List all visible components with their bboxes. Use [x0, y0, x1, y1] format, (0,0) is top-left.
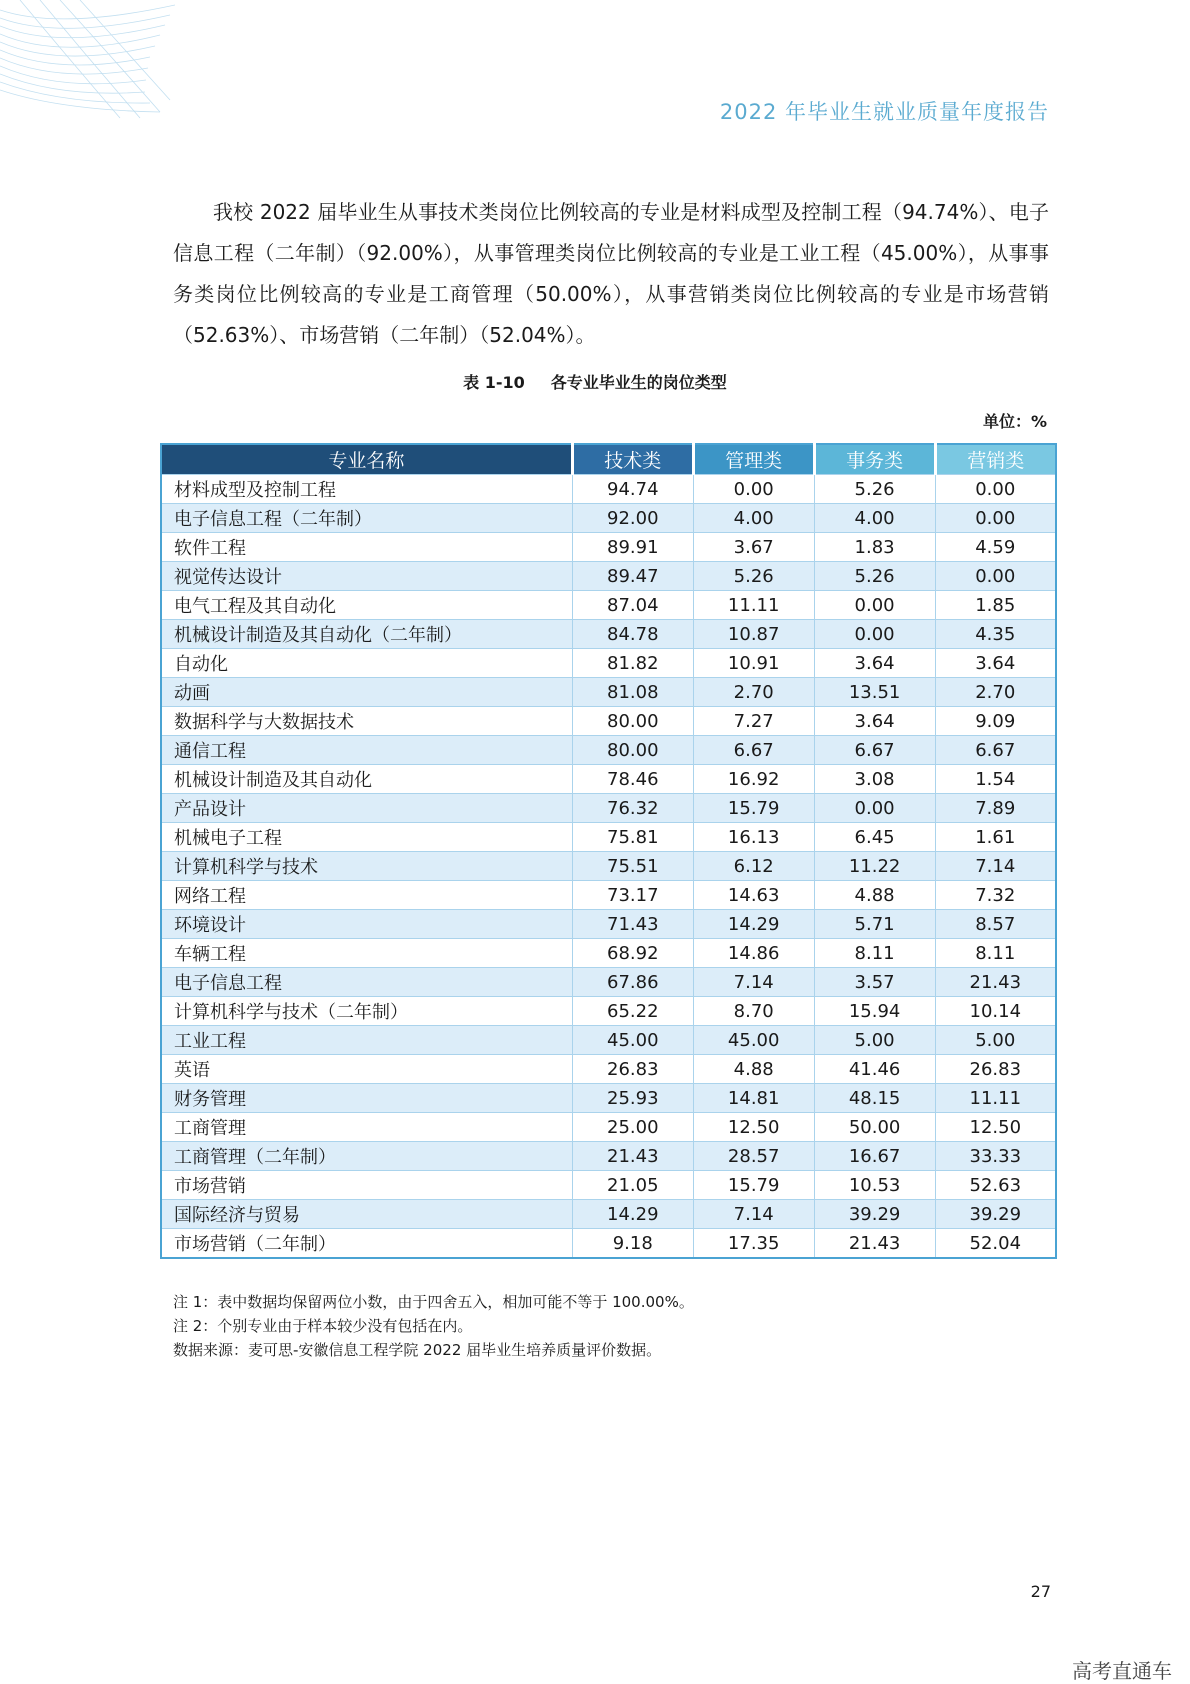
- cell-marketing: 0.00: [935, 562, 1056, 591]
- header-marketing: 营销类: [935, 444, 1056, 475]
- cell-clerical: 3.64: [814, 707, 935, 736]
- cell-marketing: 4.59: [935, 533, 1056, 562]
- cell-technical: 9.18: [572, 1229, 693, 1259]
- cell-management: 7.14: [693, 968, 814, 997]
- cell-technical: 25.93: [572, 1084, 693, 1113]
- cell-management: 10.87: [693, 620, 814, 649]
- corner-wave-decoration: [0, 0, 175, 120]
- cell-clerical: 4.88: [814, 881, 935, 910]
- table-row: [161, 997, 1056, 1026]
- report-header-title: 2022 年毕业生就业质量年度报告: [719, 100, 1049, 124]
- cell-major-name: 产品设计: [161, 794, 572, 823]
- table-body: [161, 475, 1056, 1259]
- cell-marketing: 1.61: [935, 823, 1056, 852]
- cell-technical: 89.47: [572, 562, 693, 591]
- cell-management: 28.57: [693, 1142, 814, 1171]
- table-caption: [0, 370, 1190, 393]
- cell-technical: 81.82: [572, 649, 693, 678]
- cell-clerical: 13.51: [814, 678, 935, 707]
- cell-technical: 80.00: [572, 707, 693, 736]
- cell-clerical: 3.08: [814, 765, 935, 794]
- cell-technical: 76.32: [572, 794, 693, 823]
- note-1: 注 1：表中数据均保留两位小数，由于四舍五入，相加可能不等于 100.00%。: [173, 1293, 694, 1311]
- cell-major-name: 工业工程: [161, 1026, 572, 1055]
- cell-marketing: 10.14: [935, 997, 1056, 1026]
- cell-clerical: 8.11: [814, 939, 935, 968]
- cell-marketing: 4.35: [935, 620, 1056, 649]
- cell-major-name: 计算机科学与技术（二年制）: [161, 997, 572, 1026]
- cell-major-name: 环境设计: [161, 910, 572, 939]
- cell-management: 14.81: [693, 1084, 814, 1113]
- cell-technical: 94.74: [572, 475, 693, 504]
- cell-marketing: 7.89: [935, 794, 1056, 823]
- cell-management: 11.11: [693, 591, 814, 620]
- cell-management: 12.50: [693, 1113, 814, 1142]
- cell-technical: 81.08: [572, 678, 693, 707]
- note-2: 注 2：个别专业由于样本较少没有包括在内。: [173, 1317, 473, 1335]
- cell-major-name: 车辆工程: [161, 939, 572, 968]
- cell-major-name: 市场营销（二年制）: [161, 1229, 572, 1259]
- cell-technical: 14.29: [572, 1200, 693, 1229]
- job-type-table: [160, 443, 1057, 1259]
- cell-management: 15.79: [693, 1171, 814, 1200]
- table-row: [161, 881, 1056, 910]
- table-row: [161, 794, 1056, 823]
- cell-technical: 75.51: [572, 852, 693, 881]
- cell-major-name: 市场营销: [161, 1171, 572, 1200]
- cell-major-name: 动画: [161, 678, 572, 707]
- cell-major-name: 数据科学与大数据技术: [161, 707, 572, 736]
- cell-management: 17.35: [693, 1229, 814, 1259]
- cell-technical: 26.83: [572, 1055, 693, 1084]
- cell-marketing: 21.43: [935, 968, 1056, 997]
- cell-marketing: 7.32: [935, 881, 1056, 910]
- cell-management: 16.13: [693, 823, 814, 852]
- cell-marketing: 9.09: [935, 707, 1056, 736]
- cell-technical: 84.78: [572, 620, 693, 649]
- cell-major-name: 电气工程及其自动化: [161, 591, 572, 620]
- cell-clerical: 15.94: [814, 997, 935, 1026]
- cell-clerical: 41.46: [814, 1055, 935, 1084]
- cell-major-name: 财务管理: [161, 1084, 572, 1113]
- cell-marketing: 39.29: [935, 1200, 1056, 1229]
- cell-clerical: 6.45: [814, 823, 935, 852]
- summary-paragraph: 我校 2022 届毕业生从事技术类岗位比例较高的专业是材料成型及控制工程（94.74%）、电子信息工程（二年制）（92.00%），从事管理类岗位比例较高的专业是工业工程（45.00%），从事事务类岗位比例较高的专业是工商管理（50.00%），从事营销类岗位比例较高的专业是市场营销（52.63%）、市场营销（二年制）（52.04%）。: [173, 200, 1049, 347]
- table-row: [161, 620, 1056, 649]
- table-row: [161, 939, 1056, 968]
- cell-technical: 75.81: [572, 823, 693, 852]
- cell-major-name: 自动化: [161, 649, 572, 678]
- cell-management: 4.00: [693, 504, 814, 533]
- table-number: 表 1-10: [463, 373, 525, 392]
- cell-management: 0.00: [693, 475, 814, 504]
- cell-management: 3.67: [693, 533, 814, 562]
- cell-clerical: 4.00: [814, 504, 935, 533]
- cell-management: 14.86: [693, 939, 814, 968]
- cell-technical: 78.46: [572, 765, 693, 794]
- cell-marketing: 0.00: [935, 504, 1056, 533]
- cell-major-name: 电子信息工程: [161, 968, 572, 997]
- cell-marketing: 2.70: [935, 678, 1056, 707]
- table-row: [161, 1200, 1056, 1229]
- table-row: [161, 678, 1056, 707]
- cell-technical: 89.91: [572, 533, 693, 562]
- cell-marketing: 52.04: [935, 1229, 1056, 1259]
- cell-clerical: 5.26: [814, 562, 935, 591]
- cell-clerical: 0.00: [814, 591, 935, 620]
- cell-clerical: 6.67: [814, 736, 935, 765]
- cell-major-name: 计算机科学与技术: [161, 852, 572, 881]
- cell-technical: 92.00: [572, 504, 693, 533]
- cell-marketing: 33.33: [935, 1142, 1056, 1171]
- cell-technical: 45.00: [572, 1026, 693, 1055]
- cell-marketing: 8.57: [935, 910, 1056, 939]
- cell-clerical: 50.00: [814, 1113, 935, 1142]
- table-row: [161, 707, 1056, 736]
- cell-management: 14.63: [693, 881, 814, 910]
- table-row: [161, 649, 1056, 678]
- table-row: [161, 823, 1056, 852]
- table-row: [161, 562, 1056, 591]
- table-row: [161, 1142, 1056, 1171]
- watermark-text: 高考直通车: [1072, 1659, 1172, 1683]
- cell-clerical: 21.43: [814, 1229, 935, 1259]
- cell-major-name: 国际经济与贸易: [161, 1200, 572, 1229]
- table-row: [161, 968, 1056, 997]
- cell-management: 16.92: [693, 765, 814, 794]
- table-row: [161, 1026, 1056, 1055]
- cell-technical: 71.43: [572, 910, 693, 939]
- cell-major-name: 通信工程: [161, 736, 572, 765]
- cell-management: 6.12: [693, 852, 814, 881]
- header-technical: 技术类: [572, 444, 693, 475]
- table-row: [161, 504, 1056, 533]
- cell-major-name: 视觉传达设计: [161, 562, 572, 591]
- table-header-row: [161, 444, 1056, 475]
- cell-management: 6.67: [693, 736, 814, 765]
- cell-clerical: 3.57: [814, 968, 935, 997]
- table-row: [161, 736, 1056, 765]
- cell-marketing: 7.14: [935, 852, 1056, 881]
- cell-clerical: 5.26: [814, 475, 935, 504]
- cell-technical: 73.17: [572, 881, 693, 910]
- cell-management: 4.88: [693, 1055, 814, 1084]
- table-row: [161, 765, 1056, 794]
- table-row: [161, 1084, 1056, 1113]
- cell-major-name: 机械设计制造及其自动化: [161, 765, 572, 794]
- data-source: 数据来源：麦可思-安徽信息工程学院 2022 届毕业生培养质量评价数据。: [173, 1341, 662, 1359]
- cell-major-name: 机械电子工程: [161, 823, 572, 852]
- table-notes: [173, 1290, 694, 1362]
- cell-clerical: 1.83: [814, 533, 935, 562]
- cell-management: 45.00: [693, 1026, 814, 1055]
- table-title: 各专业毕业生的岗位类型: [550, 373, 727, 392]
- header-major: 专业名称: [161, 444, 572, 475]
- cell-technical: 68.92: [572, 939, 693, 968]
- cell-management: 2.70: [693, 678, 814, 707]
- cell-technical: 21.43: [572, 1142, 693, 1171]
- cell-management: 7.14: [693, 1200, 814, 1229]
- cell-clerical: 0.00: [814, 620, 935, 649]
- header-management: 管理类: [693, 444, 814, 475]
- cell-major-name: 工商管理（二年制）: [161, 1142, 572, 1171]
- cell-marketing: 1.54: [935, 765, 1056, 794]
- cell-clerical: 5.00: [814, 1026, 935, 1055]
- table-row: [161, 475, 1056, 504]
- cell-marketing: 0.00: [935, 475, 1056, 504]
- table-row: [161, 1229, 1056, 1259]
- cell-marketing: 52.63: [935, 1171, 1056, 1200]
- cell-major-name: 材料成型及控制工程: [161, 475, 572, 504]
- cell-major-name: 网络工程: [161, 881, 572, 910]
- cell-management: 15.79: [693, 794, 814, 823]
- cell-technical: 87.04: [572, 591, 693, 620]
- cell-technical: 65.22: [572, 997, 693, 1026]
- cell-marketing: 5.00: [935, 1026, 1056, 1055]
- cell-management: 14.29: [693, 910, 814, 939]
- cell-marketing: 8.11: [935, 939, 1056, 968]
- cell-technical: 80.00: [572, 736, 693, 765]
- table-row: [161, 1113, 1056, 1142]
- table-row: [161, 852, 1056, 881]
- cell-management: 10.91: [693, 649, 814, 678]
- cell-management: 7.27: [693, 707, 814, 736]
- cell-management: 8.70: [693, 997, 814, 1026]
- cell-clerical: 5.71: [814, 910, 935, 939]
- cell-marketing: 3.64: [935, 649, 1056, 678]
- cell-major-name: 软件工程: [161, 533, 572, 562]
- cell-marketing: 11.11: [935, 1084, 1056, 1113]
- table-row: [161, 910, 1056, 939]
- cell-technical: 25.00: [572, 1113, 693, 1142]
- cell-major-name: 机械设计制造及其自动化（二年制）: [161, 620, 572, 649]
- cell-marketing: 26.83: [935, 1055, 1056, 1084]
- table-row: [161, 1055, 1056, 1084]
- table-row: [161, 1171, 1056, 1200]
- cell-clerical: 48.15: [814, 1084, 935, 1113]
- cell-major-name: 电子信息工程（二年制）: [161, 504, 572, 533]
- cell-clerical: 16.67: [814, 1142, 935, 1171]
- cell-management: 5.26: [693, 562, 814, 591]
- cell-clerical: 39.29: [814, 1200, 935, 1229]
- cell-clerical: 11.22: [814, 852, 935, 881]
- cell-major-name: 英语: [161, 1055, 572, 1084]
- cell-technical: 67.86: [572, 968, 693, 997]
- table-row: [161, 591, 1056, 620]
- cell-technical: 21.05: [572, 1171, 693, 1200]
- cell-clerical: 3.64: [814, 649, 935, 678]
- page-number: 27: [1030, 1582, 1051, 1601]
- table-row: [161, 533, 1056, 562]
- table-unit: 单位：%: [982, 412, 1047, 431]
- cell-clerical: 0.00: [814, 794, 935, 823]
- cell-marketing: 1.85: [935, 591, 1056, 620]
- cell-major-name: 工商管理: [161, 1113, 572, 1142]
- header-clerical: 事务类: [814, 444, 935, 475]
- cell-marketing: 6.67: [935, 736, 1056, 765]
- cell-clerical: 10.53: [814, 1171, 935, 1200]
- cell-marketing: 12.50: [935, 1113, 1056, 1142]
